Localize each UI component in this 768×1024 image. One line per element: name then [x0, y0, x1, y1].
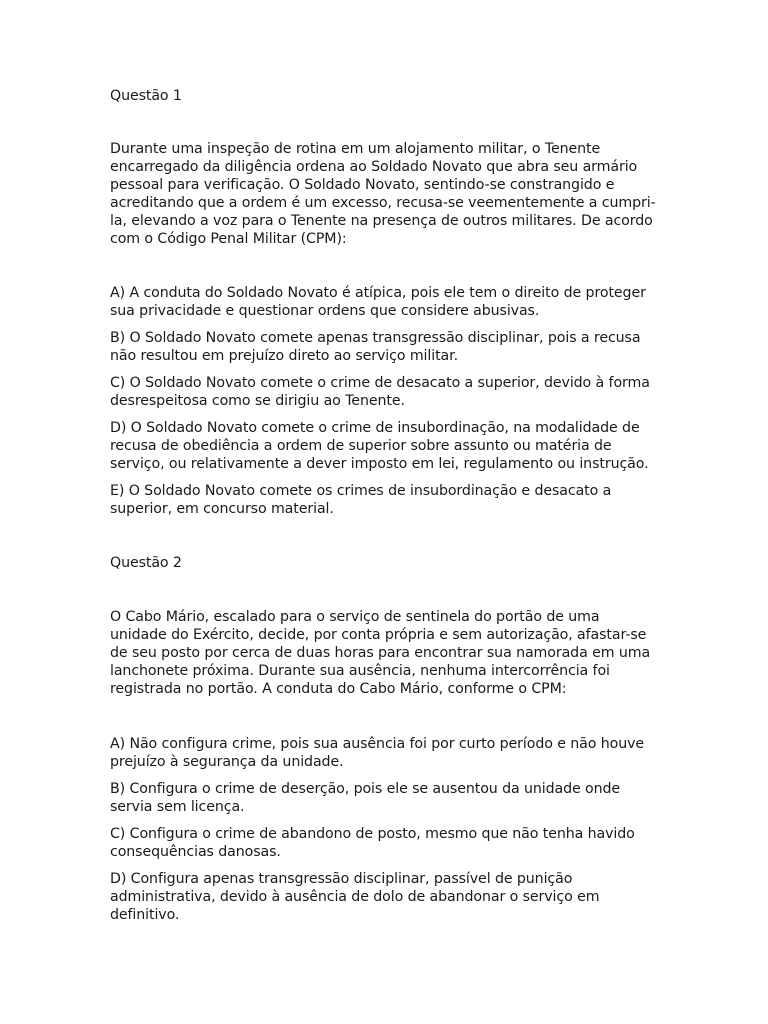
question-1-option-e: E) O Soldado Novato comete os crimes de insubordinação e desacato a [110, 483, 612, 499]
question-1-option-c: C) O Soldado Novato comete o crime de desacato a superior, devido à forma [110, 375, 650, 391]
question-2-statement-line: de seu posto por cerca de duas horas para encontrar sua namorada em uma [110, 645, 651, 661]
question-1-statement-line: acreditando que a ordem é um excesso, recusa-se veementemente a cumpri- [110, 195, 656, 211]
question-2-option-a: prejuízo à segurança da unidade. [110, 754, 344, 770]
question-2-option-d: administrativa, devido à ausência de dolo de abandonar o serviço em [110, 889, 600, 905]
question-1-option-d: recusa de obediência a ordem de superior sobre assunto ou matéria de [110, 438, 612, 454]
question-2-heading: Questão 2 [110, 555, 182, 571]
question-1-option-c: desrespeitosa como se dirigiu ao Tenente. [110, 393, 405, 409]
question-2-option-c: C) Configura o crime de abandono de posto, mesmo que não tenha havido [110, 826, 635, 842]
question-1-option-e: superior, em concurso material. [110, 501, 334, 517]
question-1-statement-line: encarregado da diligência ordena ao Soldado Novato que abra seu armário [110, 159, 638, 175]
question-1-option-a: sua privacidade e questionar ordens que considere abusivas. [110, 303, 540, 319]
question-2-option-c: consequências danosas. [110, 844, 281, 860]
question-2-statement-line: lanchonete próxima. Durante sua ausência, nenhuma intercorrência foi [110, 663, 610, 679]
question-1-option-a: A) A conduta do Soldado Novato é atípica, pois ele tem o direito de proteger [110, 285, 646, 301]
question-2-option-d: definitivo. [110, 907, 180, 923]
question-2-option-b: B) Configura o crime de deserção, pois ele se ausentou da unidade onde [110, 781, 621, 797]
question-2-option-a: A) Não configura crime, pois sua ausência foi por curto período e não houve [110, 736, 645, 752]
question-1-option-b: B) O Soldado Novato comete apenas transgressão disciplinar, pois a recusa [110, 330, 641, 346]
question-1-option-d: D) O Soldado Novato comete o crime de insubordinação, na modalidade de [110, 420, 640, 436]
question-1-statement-line: com o Código Penal Militar (CPM): [110, 231, 347, 247]
question-2-statement-line: unidade do Exército, decide, por conta própria e sem autorização, afastar-se [110, 627, 647, 643]
question-1-option-d: serviço, ou relativamente a dever imposto em lei, regulamento ou instrução. [110, 456, 649, 472]
question-1-statement-line: la, elevando a voz para o Tenente na presença de outros militares. De acordo [110, 213, 653, 229]
question-2-option-b: servia sem licença. [110, 799, 245, 815]
question-2-statement-line: registrada no portão. A conduta do Cabo Mário, conforme o CPM: [110, 681, 567, 697]
question-1-statement-line: pessoal para verificação. O Soldado Novato, sentindo-se constrangido e [110, 177, 615, 193]
question-1-option-b: não resultou em prejuízo direto ao serviço militar. [110, 348, 458, 364]
question-1-statement-line: Durante uma inspeção de rotina em um alojamento militar, o Tenente [110, 141, 601, 157]
question-1-heading: Questão 1 [110, 88, 182, 104]
question-2-statement-line: O Cabo Mário, escalado para o serviço de sentinela do portão de uma [110, 609, 600, 625]
question-2-option-d: D) Configura apenas transgressão disciplinar, passível de punição [110, 871, 573, 887]
